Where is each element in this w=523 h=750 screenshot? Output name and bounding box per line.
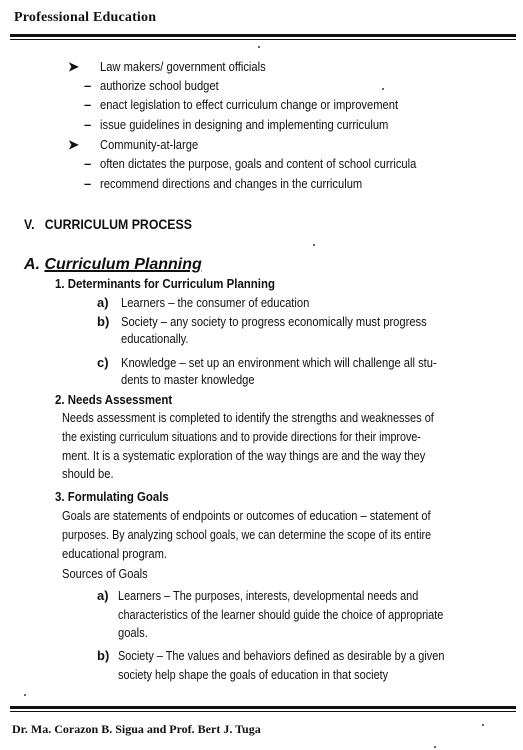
section-number: V. bbox=[24, 216, 35, 232]
paragraph-line: ment. It is a systematic exploration of the way things are and the way they bbox=[62, 448, 426, 463]
determinant-society: Society – any society to progress economically must progress bbox=[121, 314, 427, 329]
arrow-bullet-icon: ➤ bbox=[68, 59, 79, 74]
determinant-society-cont: educationally. bbox=[121, 331, 189, 346]
page-header-title: Professional Education bbox=[14, 10, 157, 25]
paragraph-line: purposes. By analyzing school goals, we can determine the scope of its entire bbox=[62, 527, 432, 542]
item-label: a) bbox=[97, 295, 109, 310]
list-item: enact legislation to effect curriculum change or improvement bbox=[100, 97, 399, 112]
scan-speck bbox=[313, 244, 315, 246]
scan-speck bbox=[24, 694, 26, 696]
dash-bullet-icon: – bbox=[84, 176, 92, 191]
item-label: c) bbox=[97, 355, 109, 370]
scan-speck bbox=[382, 88, 384, 90]
section-title: Curriculum Planning bbox=[44, 256, 202, 273]
determinant-learners: Learners – the consumer of education bbox=[121, 295, 310, 310]
paragraph-line: Goals are statements of endpoints or outcomes of education – statement of bbox=[62, 508, 431, 523]
item-label: b) bbox=[97, 314, 110, 329]
list-item-community: Community-at-large bbox=[100, 137, 199, 152]
item-label: a) bbox=[97, 588, 109, 603]
dash-bullet-icon: – bbox=[84, 78, 92, 93]
source-learners-cont: characteristics of the learner should guide the choice of appropriate bbox=[118, 607, 444, 622]
section-heading-v bbox=[24, 216, 192, 232]
footer-authors: Dr. Ma. Corazon B. Sigua and Prof. Bert J. Tuga bbox=[12, 722, 261, 736]
list-item: often dictates the purpose, goals and content of school curricula bbox=[100, 156, 417, 171]
determinant-knowledge-cont: dents to master knowledge bbox=[121, 372, 255, 387]
subheading-formulating-goals: 3. Formulating Goals bbox=[55, 489, 169, 504]
paragraph-line: the existing curriculum situations and to provide directions for their improve- bbox=[62, 429, 421, 444]
item-label: b) bbox=[97, 648, 110, 663]
paragraph-line: Needs assessment is completed to identify the strengths and weaknesses of bbox=[62, 410, 434, 425]
dash-bullet-icon: – bbox=[84, 117, 92, 132]
source-learners-cont: goals. bbox=[118, 625, 148, 640]
section-title: CURRICULUM PROCESS bbox=[44, 216, 192, 232]
scan-speck bbox=[434, 746, 436, 748]
source-society-cont: society help shape the goals of education in that society bbox=[118, 667, 389, 682]
scan-speck bbox=[258, 46, 260, 48]
arrow-bullet-icon: ➤ bbox=[68, 137, 79, 152]
footer-rule-thin bbox=[10, 711, 516, 712]
footer-rule bbox=[10, 706, 516, 709]
source-society: Society – The values and behaviors defined as desirable by a given bbox=[118, 648, 445, 663]
determinant-knowledge: Knowledge – set up an environment which will challenge all stu- bbox=[121, 355, 437, 370]
subheading-sources-of-goals: Sources of Goals bbox=[62, 566, 148, 581]
dash-bullet-icon: – bbox=[84, 97, 92, 112]
header-rule-thin bbox=[10, 39, 516, 40]
header-rule bbox=[10, 34, 516, 37]
paragraph-line: should be. bbox=[62, 466, 114, 481]
list-item-law-makers: Law makers/ government officials bbox=[100, 59, 266, 74]
list-item: issue guidelines in designing and implementing curriculum bbox=[100, 117, 389, 132]
subheading-needs-assessment: 2. Needs Assessment bbox=[55, 392, 173, 407]
paragraph-line: educational program. bbox=[62, 546, 168, 561]
subheading-determinants: 1. Determinants for Curriculum Planning bbox=[55, 276, 275, 291]
scan-speck bbox=[482, 724, 484, 726]
dash-bullet-icon: – bbox=[84, 156, 92, 171]
source-learners: Learners – The purposes, interests, developmental needs and bbox=[118, 588, 419, 603]
section-heading-a bbox=[24, 256, 202, 274]
list-item: recommend directions and changes in the curriculum bbox=[100, 176, 363, 191]
section-number: A. bbox=[24, 256, 40, 273]
list-item: authorize school budget bbox=[100, 78, 219, 93]
